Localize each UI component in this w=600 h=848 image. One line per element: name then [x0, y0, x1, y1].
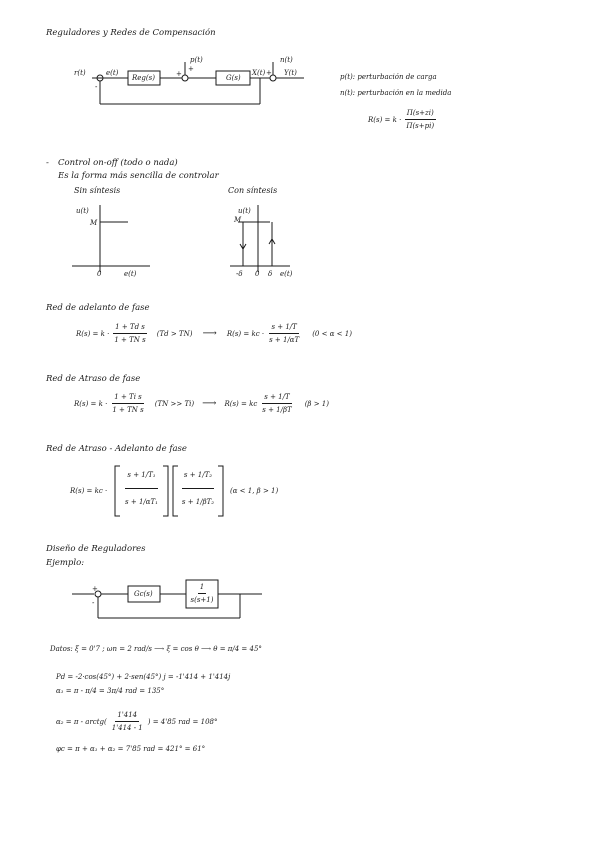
design-line-4-num: 1'414: [115, 710, 139, 722]
graph1-zero: 0: [97, 270, 102, 278]
lag-den2: s + 1/βT: [262, 406, 292, 414]
onoff-desc: Es la forma más sencilla de controlar: [58, 171, 219, 181]
design-line-5: φc = π + α₁ + α₂ = 7'85 rad = 421° = 61°: [56, 745, 206, 753]
lag-formula: [74, 392, 329, 415]
lead-cond: (Td > TN): [156, 329, 193, 338]
lead-num2: s + 1/T: [269, 322, 298, 334]
lag-num2: s + 1/T: [262, 392, 291, 404]
label-plus-2a: +: [176, 70, 182, 78]
lag-num: 1 + Ti s: [112, 392, 144, 404]
lag-title: Red de Atraso de fase: [46, 374, 141, 384]
design-line-4-b: ) = 4'85 rad = 108°: [147, 717, 218, 726]
graph2-zero: 0: [255, 270, 260, 278]
lag-fraction: [110, 392, 145, 415]
legend-p: p(t): perturbación de carga: [340, 73, 437, 81]
design-line-4: [56, 710, 217, 733]
lag-lhs: R(s) = k ·: [74, 399, 108, 408]
label-n: n(t): [280, 56, 293, 64]
design-example: Ejemplo:: [46, 558, 85, 568]
graph2-M: M: [234, 216, 242, 224]
graph2-pos-delta: δ: [268, 270, 273, 278]
lead-den: 1 + TN s: [114, 336, 146, 344]
laglead-b-den: s + 1/βT₂: [181, 498, 215, 506]
graph2-u: u(t): [238, 207, 251, 215]
design-gc: Gc(s): [134, 590, 153, 598]
graph1-e: e(t): [124, 270, 137, 278]
label-g: G(s): [226, 74, 241, 82]
label-x: X(t): [252, 69, 266, 77]
laglead-b: [178, 470, 218, 507]
lead-arrow: ⟶: [202, 327, 217, 339]
lead-title: Red de adelanto de fase: [46, 303, 150, 313]
laglead-a-num: s + 1/T₁: [125, 470, 157, 489]
lead-den2: s + 1/αT: [269, 336, 300, 344]
bracket-b-right: [218, 466, 223, 516]
lead-fraction: [112, 322, 147, 345]
lead-formula: [76, 322, 352, 345]
summing-junction-2: [182, 75, 188, 81]
design-minus: -: [92, 599, 95, 607]
graph2-neg-delta: -δ: [236, 270, 243, 278]
laglead-b-num: s + 1/T₂: [182, 470, 214, 489]
onoff-title: Control on-off (todo o nada): [58, 158, 178, 168]
lead-lhs: R(s) = k ·: [76, 329, 110, 338]
legend-formula-lhs: R(s) = k ·: [368, 115, 402, 124]
label-y: Y(t): [284, 69, 297, 77]
design-line-3: α₁ = π - π/4 = 3π/4 rad = 135°: [56, 687, 165, 695]
design-plant: [186, 582, 218, 605]
label-plus-2b: +: [188, 65, 194, 73]
laglead-a-fraction: [123, 470, 160, 507]
design-line-4-fraction: [110, 710, 145, 733]
design-title: Diseño de Reguladores: [46, 544, 146, 554]
lead-cond2: (0 < α < 1): [312, 329, 352, 338]
laglead-a-den: s + 1/αT₁: [125, 498, 158, 506]
laglead-lhs: R(s) = kc ·: [70, 487, 108, 495]
design-plant-num: 1: [198, 582, 206, 594]
lead-fraction2: [267, 322, 301, 345]
label-plus-3: +: [266, 69, 272, 77]
laglead-cond: (α < 1, β > 1): [230, 487, 279, 495]
legend-fraction: [404, 108, 436, 131]
legend-den: Π(s+pi): [406, 122, 435, 130]
design-plus: +: [92, 585, 98, 593]
onoff-bullet: -: [46, 158, 49, 168]
label-p: p(t): [190, 56, 203, 64]
graph1-u: u(t): [76, 207, 89, 215]
lag-cond2: (β > 1): [304, 399, 329, 408]
legend-num: Π(s+zi): [405, 108, 436, 120]
design-plant-fraction: [189, 582, 216, 605]
design-line-2: Pd = -2·cos(45°) + 2·sen(45°) j = -1'414 + 1'414j: [56, 673, 231, 681]
lead-num: 1 + Td s: [113, 322, 147, 334]
lag-cond: (TN >> Ti): [154, 399, 195, 408]
laglead-b-fraction: [180, 470, 216, 507]
lag-lhs2: R(s) = kc: [224, 399, 258, 408]
onoff-curve: [72, 222, 128, 266]
graph2-e: e(t): [280, 270, 293, 278]
graph1-M: M: [90, 219, 98, 227]
design-line-4-a: α₂ = π - arctg(: [56, 717, 107, 726]
label-reg: Reg(s): [132, 74, 155, 82]
design-line-4-den: 1'414 - 1: [111, 724, 143, 732]
laglead-title: Red de Atraso - Adelanto de fase: [46, 444, 187, 454]
bracket-a-right: [163, 466, 168, 516]
legend-formula: [368, 108, 439, 131]
onoff-hyst-label: Con síntesis: [228, 186, 278, 195]
laglead-a: [120, 470, 163, 507]
lag-fraction2: [260, 392, 293, 415]
design-line-1: Datos: ξ = 0'7 ; ωn = 2 rad/s ⟶ ξ = cos θ ⟶ θ = π/4 = 45°: [50, 645, 262, 653]
lead-lhs2: R(s) = kc ·: [226, 329, 265, 338]
lag-arrow: ⟶: [202, 397, 217, 409]
design-plant-den: s(s+1): [190, 596, 214, 604]
label-minus-1: -: [95, 83, 98, 91]
page-heading: Reguladores y Redes de Compensación: [46, 28, 216, 38]
legend-n: n(t): perturbación en la medida: [340, 89, 452, 97]
label-e: e(t): [106, 69, 119, 77]
label-r: r(t): [74, 69, 86, 77]
lag-den: 1 + TN s: [112, 406, 144, 414]
onoff-no-hyst-label: Sin síntesis: [74, 186, 121, 195]
